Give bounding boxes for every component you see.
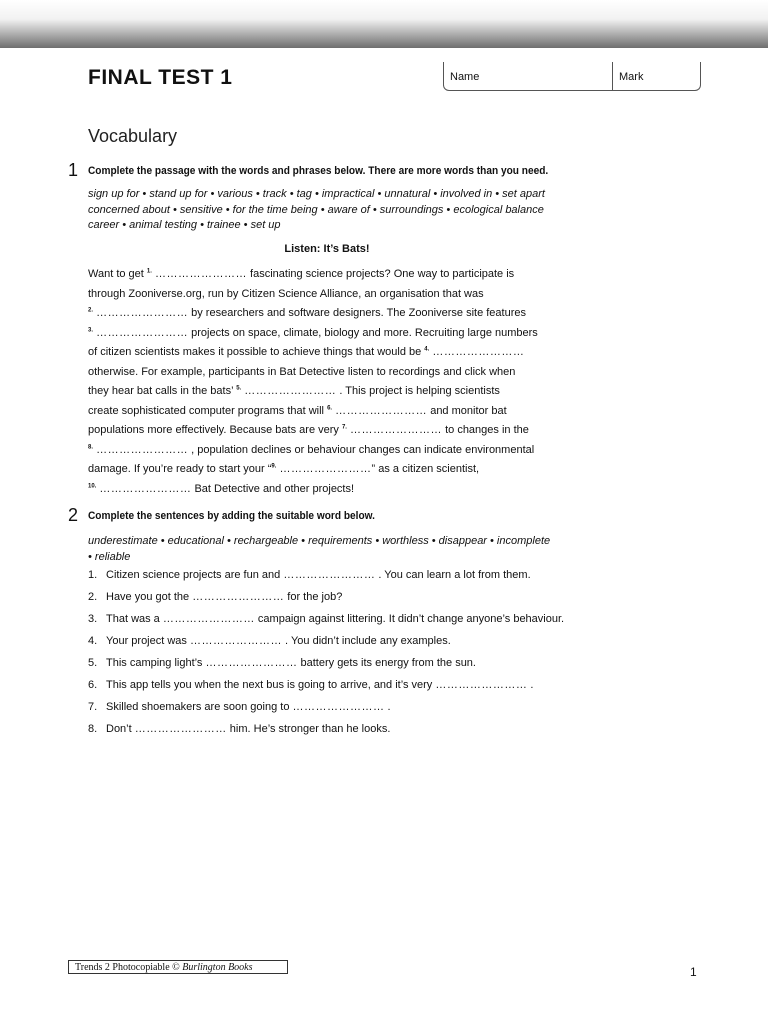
sentence-pre: Citizen science projects are fun and bbox=[106, 569, 284, 581]
passage-text: populations more effectively. Because bats are very bbox=[88, 424, 342, 436]
sentence-item bbox=[88, 634, 568, 649]
sentence-number: 7. bbox=[88, 701, 98, 713]
sentence-text bbox=[106, 590, 568, 605]
sentence-number: 3. bbox=[88, 613, 98, 625]
answer-blank[interactable]: …………………… bbox=[96, 443, 189, 456]
passage-line bbox=[88, 265, 568, 285]
sentence-text bbox=[106, 568, 568, 583]
passage-text: to changes in the bbox=[442, 424, 529, 436]
word-bank-line: underestimate • educational • rechargeable • requirements • worthless • disappear • incomplete bbox=[88, 535, 551, 547]
blank-number: 8. bbox=[88, 443, 94, 450]
page-number: 1 bbox=[690, 965, 697, 979]
passage-line bbox=[88, 304, 568, 324]
blank-number: 9. bbox=[271, 463, 277, 470]
sentence-post: . You didn’t include any examples. bbox=[281, 635, 451, 647]
sentence-text bbox=[106, 656, 568, 671]
passage-text: . This project is helping scientists bbox=[336, 385, 500, 397]
blank-number: 5. bbox=[236, 385, 242, 392]
sentence-pre: That was a bbox=[106, 613, 163, 625]
mark-label: Mark bbox=[619, 71, 644, 83]
passage-text: Want to get bbox=[88, 268, 147, 280]
passage-line bbox=[88, 285, 568, 305]
publisher-name: Burlington Books bbox=[182, 962, 253, 973]
blank-number: 10. bbox=[88, 482, 97, 489]
sentence-post: . You can learn a lot from them. bbox=[375, 569, 531, 581]
sentence-post: him. He’s stronger than he looks. bbox=[226, 723, 391, 735]
passage-line bbox=[88, 402, 568, 422]
sentence-text bbox=[106, 612, 568, 627]
sentence-item bbox=[88, 700, 568, 715]
question-number: 2 bbox=[68, 505, 79, 525]
sentence-item bbox=[88, 590, 568, 605]
passage bbox=[88, 265, 568, 499]
answer-blank[interactable]: …………………… bbox=[189, 635, 282, 647]
answer-blank[interactable]: …………………… bbox=[279, 463, 372, 475]
sentence-post: battery gets its energy from the sun. bbox=[297, 657, 476, 669]
sentence-text bbox=[106, 678, 568, 693]
word-bank-line: • reliable bbox=[88, 550, 131, 563]
sentence-pre: Skilled shoemakers are soon going to bbox=[106, 701, 293, 713]
sentence-post: . bbox=[384, 701, 391, 713]
passage-line bbox=[88, 343, 568, 363]
answer-blank[interactable]: …………………… bbox=[205, 657, 298, 669]
sentence-text bbox=[106, 700, 568, 715]
blank-number: 3. bbox=[88, 326, 94, 333]
answer-blank[interactable]: …………………… bbox=[335, 404, 428, 417]
copyright-text: Trends 2 Photocopiable © bbox=[75, 962, 183, 973]
sentence-item bbox=[88, 678, 568, 693]
passage-text: and monitor bat bbox=[427, 404, 507, 417]
answer-blank[interactable]: …………………… bbox=[162, 613, 255, 625]
answer-blank[interactable]: …………………… bbox=[154, 268, 247, 280]
answer-blank[interactable]: …………………… bbox=[99, 482, 192, 495]
passage-text: Bat Detective and other projects! bbox=[191, 482, 355, 495]
blank-number: 6. bbox=[327, 404, 333, 411]
sentence-pre: Have you got the bbox=[106, 591, 193, 603]
passage-title: Listen: It’s Bats! bbox=[284, 243, 370, 255]
test-title: FINAL TEST 1 bbox=[88, 66, 233, 89]
sentence-pre: This app tells you when the next bus is going to arrive, and it’s very bbox=[106, 679, 436, 691]
answer-blank[interactable]: …………………… bbox=[244, 385, 337, 397]
name-mark-box bbox=[443, 62, 701, 91]
word-bank-line: concerned about • sensitive • for the time being • aware of • surroundings • ecological balance bbox=[88, 203, 544, 216]
passage-text: of citizen scientists makes it possible to achieve things that would be bbox=[88, 346, 425, 358]
sentence-number: 5. bbox=[88, 657, 98, 669]
sentence-text bbox=[106, 722, 568, 737]
answer-blank[interactable]: …………………… bbox=[96, 307, 189, 319]
answer-blank[interactable]: …………………… bbox=[292, 701, 385, 713]
sentence-number: 4. bbox=[88, 635, 98, 647]
passage-text: they hear bat calls in the bats’ bbox=[88, 385, 237, 397]
answer-blank[interactable]: …………………… bbox=[134, 723, 227, 735]
passage-line bbox=[88, 382, 568, 402]
passage-text: fascinating science projects? One way to participate is bbox=[246, 268, 515, 280]
answer-blank[interactable]: …………………… bbox=[96, 326, 189, 339]
sentence-post: . bbox=[527, 679, 534, 691]
passage-text: ” as a citizen scientist, bbox=[371, 463, 480, 475]
sentence-list bbox=[88, 568, 568, 744]
sentence-item bbox=[88, 722, 568, 737]
passage-line bbox=[88, 324, 568, 344]
answer-blank[interactable]: …………………… bbox=[192, 591, 285, 603]
passage-text: damage. If you’re ready to start your “ bbox=[88, 463, 272, 475]
sentence-post: campaign against littering. It didn’t change anyone’s behaviour. bbox=[254, 613, 565, 625]
word-bank bbox=[88, 187, 545, 234]
blank-number: 7. bbox=[341, 424, 347, 431]
passage-text: create sophisticated computer programs that will bbox=[88, 404, 328, 417]
passage-line bbox=[88, 441, 568, 461]
blank-number: 1. bbox=[146, 268, 152, 275]
sentence-pre: This camping light’s bbox=[106, 657, 206, 669]
passage-line bbox=[88, 363, 568, 383]
sentence-post: for the job? bbox=[284, 591, 343, 603]
question-instruction: Complete the sentences by adding the suitable word below. bbox=[88, 510, 375, 522]
answer-blank[interactable]: …………………… bbox=[350, 424, 443, 436]
sentence-number: 8. bbox=[88, 723, 98, 735]
passage-line bbox=[88, 460, 568, 480]
viewer-top-bar bbox=[0, 0, 768, 48]
word-bank-line: career • animal testing • trainee • set up bbox=[88, 219, 281, 231]
blank-number: 2. bbox=[88, 307, 94, 314]
passage-line bbox=[88, 421, 568, 441]
blank-number: 4. bbox=[424, 346, 430, 353]
sentence-number: 2. bbox=[88, 591, 98, 603]
name-mark-divider bbox=[612, 62, 613, 90]
sentence-item bbox=[88, 568, 568, 583]
sentence-item bbox=[88, 656, 568, 671]
sentence-pre: Don’t bbox=[106, 723, 135, 735]
word-bank-line: sign up for • stand up for • various • track • tag • impractical • unnatural • involved in • set apart bbox=[88, 188, 545, 200]
passage-text: , population declines or behaviour changes can indicate environmental bbox=[188, 443, 535, 456]
sentence-number: 6. bbox=[88, 679, 98, 691]
passage-text: projects on space, climate, biology and more. Recruiting large numbers bbox=[188, 326, 538, 339]
question-number: 1 bbox=[68, 160, 79, 180]
sentence-number: 1. bbox=[88, 569, 98, 581]
question-instruction: Complete the passage with the words and phrases below. There are more words than you need. bbox=[88, 165, 549, 177]
sentence-item bbox=[88, 612, 568, 627]
word-bank bbox=[88, 534, 550, 565]
sentence-pre: Your project was bbox=[106, 635, 190, 647]
passage-text: by researchers and software designers. The Zooniverse site features bbox=[188, 307, 526, 319]
answer-blank[interactable]: …………………… bbox=[432, 346, 525, 358]
passage-text: otherwise. For example, participants in Bat Detective listen to recordings and click when bbox=[88, 365, 516, 378]
section-title: Vocabulary bbox=[88, 126, 178, 146]
passage-text: through Zooniverse.org, run by Citizen Science Alliance, an organisation that was bbox=[88, 287, 484, 300]
sentence-text bbox=[106, 634, 568, 649]
passage-line bbox=[88, 480, 568, 500]
answer-blank[interactable]: …………………… bbox=[283, 569, 376, 581]
name-label: Name bbox=[450, 71, 480, 83]
footer-copyright bbox=[68, 960, 288, 974]
answer-blank[interactable]: …………………… bbox=[435, 679, 528, 691]
